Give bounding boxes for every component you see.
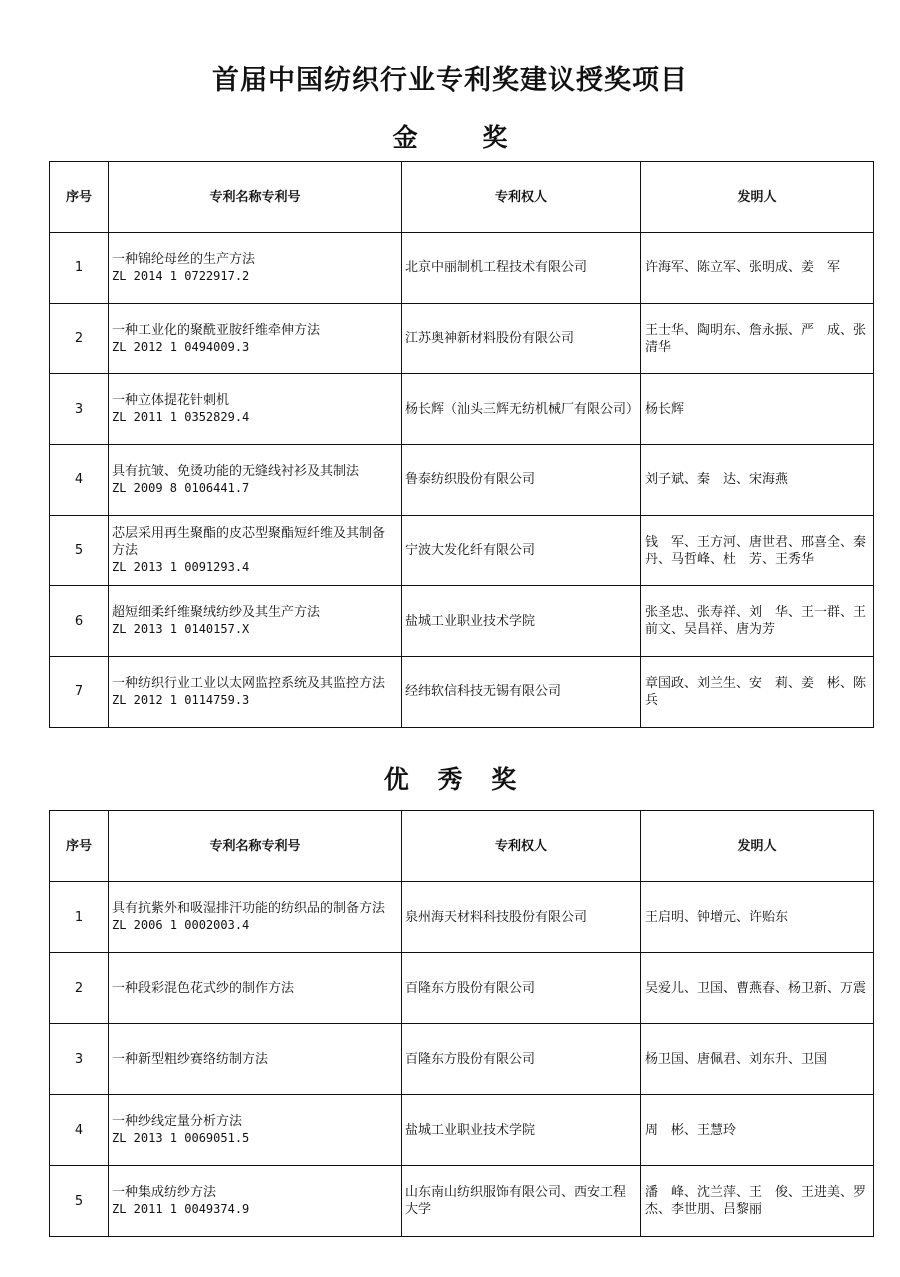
table-row xyxy=(50,374,874,445)
inventors: 刘子斌、秦 达、宋海燕 xyxy=(641,445,874,516)
patent-owner: 泉州海天材料科技股份有限公司 xyxy=(402,882,641,953)
inventors: 周 彬、王慧玲 xyxy=(641,1095,874,1166)
header-index: 序号 xyxy=(50,811,109,882)
table-row xyxy=(50,515,874,586)
header-patent: 专利名称专利号 xyxy=(109,162,402,233)
row-index: 3 xyxy=(50,1024,109,1095)
patent-cell xyxy=(109,515,402,586)
patent-owner: 经纬软信科技无锡有限公司 xyxy=(402,657,641,728)
patent-cell xyxy=(109,1024,402,1095)
inventors: 张圣忠、张寿祥、刘 华、王一群、王前文、吴昌祥、唐为芳 xyxy=(641,586,874,657)
patent-cell xyxy=(109,657,402,728)
patent-owner: 山东南山纺织服饰有限公司、西安工程大学 xyxy=(402,1166,641,1237)
patent-name: 一种新型粗纱赛络纺制方法 xyxy=(112,1051,269,1067)
table-row xyxy=(50,586,874,657)
inventors: 杨卫国、唐佩君、刘东升、卫国 xyxy=(641,1024,874,1095)
patent-cell xyxy=(109,882,402,953)
patent-cell xyxy=(109,1166,402,1237)
inventors: 杨长辉 xyxy=(641,374,874,445)
table-row xyxy=(50,233,874,304)
excellent-award-table xyxy=(49,810,880,1237)
inventors: 王启明、钟增元、许贻东 xyxy=(641,882,874,953)
row-index: 2 xyxy=(50,303,109,374)
patent-owner: 百隆东方股份有限公司 xyxy=(402,1024,641,1095)
row-index: 4 xyxy=(50,1095,109,1166)
patent-owner: 盐城工业职业技术学院 xyxy=(402,586,641,657)
inventors: 吴爱儿、卫国、曹燕春、杨卫新、万震 xyxy=(641,953,874,1024)
patent-number: ZL 2012 1 0114759.3 xyxy=(112,692,250,707)
patent-owner: 盐城工业职业技术学院 xyxy=(402,1095,641,1166)
row-index: 1 xyxy=(50,233,109,304)
table-row xyxy=(50,1024,874,1095)
patent-number: ZL 2012 1 0494009.3 xyxy=(112,339,250,354)
patent-number: ZL 2011 1 0049374.9 xyxy=(112,1202,250,1216)
patent-number: ZL 2013 1 0140157.X xyxy=(112,622,250,637)
table-row xyxy=(50,1095,874,1166)
row-index: 3 xyxy=(50,374,109,445)
patent-name: 一种纺织行业工业以太网监控系统及其监控方法 xyxy=(112,675,386,691)
gold-award-table xyxy=(49,161,880,728)
table-row xyxy=(50,657,874,728)
patent-cell xyxy=(109,303,402,374)
page-title: 首届中国纺织行业专利奖建议授奖项目 xyxy=(212,65,688,96)
patent-number: ZL 2006 1 0002003.4 xyxy=(112,918,250,932)
row-index: 5 xyxy=(50,515,109,586)
row-index: 4 xyxy=(50,445,109,516)
inventors: 钱 军、王方河、唐世君、邢喜全、秦 丹、马哲峰、杜 芳、王秀华 xyxy=(641,515,874,586)
header-owner: 专利权人 xyxy=(402,162,641,233)
patent-name: 一种纱线定量分析方法 xyxy=(112,1114,243,1129)
table-row xyxy=(50,953,874,1024)
row-index: 1 xyxy=(50,882,109,953)
patent-number: ZL 2011 1 0352829.4 xyxy=(112,410,250,425)
patent-number: ZL 2014 1 0722917.2 xyxy=(112,268,250,283)
patent-owner: 百隆东方股份有限公司 xyxy=(402,953,641,1024)
row-index: 2 xyxy=(50,953,109,1024)
patent-name: 超短细柔纤维聚绒纺纱及其生产方法 xyxy=(112,605,321,621)
table-row xyxy=(50,882,874,953)
inventors: 许海军、陈立军、张明成、姜 军 xyxy=(641,233,874,304)
table-header-row xyxy=(50,162,874,233)
header-owner: 专利权人 xyxy=(402,811,641,882)
patent-cell xyxy=(109,953,402,1024)
row-index: 7 xyxy=(50,657,109,728)
patent-owner: 北京中丽制机工程技术有限公司 xyxy=(402,233,641,304)
patent-number: ZL 2009 8 0106441.7 xyxy=(112,480,250,495)
header-index: 序号 xyxy=(50,162,109,233)
gold-award-title: 金 奖 xyxy=(392,123,536,152)
patent-owner: 鲁泰纺织股份有限公司 xyxy=(402,445,641,516)
excellent-award-title: 优 秀 奖 xyxy=(383,765,527,794)
patent-name: 具有抗紫外和吸湿排汗功能的纺织品的制备方法 xyxy=(112,901,386,916)
header-inventor: 发明人 xyxy=(641,162,874,233)
inventors: 章国政、刘兰生、安 莉、姜 彬、陈 兵 xyxy=(641,657,874,728)
inventors: 潘 峰、沈兰萍、王 俊、王进美、罗 杰、李世朋、吕黎丽 xyxy=(641,1166,874,1237)
patent-cell xyxy=(109,374,402,445)
patent-name: 一种锦纶母丝的生产方法 xyxy=(112,251,256,267)
table-row xyxy=(50,303,874,374)
patent-name: 一种段彩混色花式纱的制作方法 xyxy=(112,980,295,996)
table-header-row xyxy=(50,811,874,882)
patent-name: 一种立体提花针刺机 xyxy=(112,393,230,409)
table-row xyxy=(50,445,874,516)
patent-owner: 宁波大发化纤有限公司 xyxy=(402,515,641,586)
table-row xyxy=(50,1166,874,1237)
patent-owner: 江苏奥神新材料股份有限公司 xyxy=(402,303,641,374)
patent-cell xyxy=(109,233,402,304)
patent-cell xyxy=(109,1095,402,1166)
patent-name: 一种集成纺纱方法 xyxy=(112,1185,217,1200)
patent-cell xyxy=(109,445,402,516)
patent-name: 芯层采用再生聚酯的皮芯型聚酯短纤维及其制备方法 xyxy=(112,526,386,559)
header-inventor: 发明人 xyxy=(641,811,874,882)
row-index: 5 xyxy=(50,1166,109,1237)
header-patent: 专利名称专利号 xyxy=(109,811,402,882)
patent-name: 具有抗皱、免烫功能的无缝线衬衫及其制法 xyxy=(112,463,360,479)
patent-number: ZL 2013 1 0091293.4 xyxy=(112,560,250,575)
row-index: 6 xyxy=(50,586,109,657)
patent-name: 一种工业化的聚酰亚胺纤维牵伸方法 xyxy=(112,322,321,338)
patent-number: ZL 2013 1 0069051.5 xyxy=(112,1131,250,1145)
inventors: 王士华、陶明东、詹永振、严 成、张清华 xyxy=(641,303,874,374)
patent-cell xyxy=(109,586,402,657)
patent-owner: 杨长辉（汕头三辉无纺机械厂有限公司） xyxy=(402,374,641,445)
